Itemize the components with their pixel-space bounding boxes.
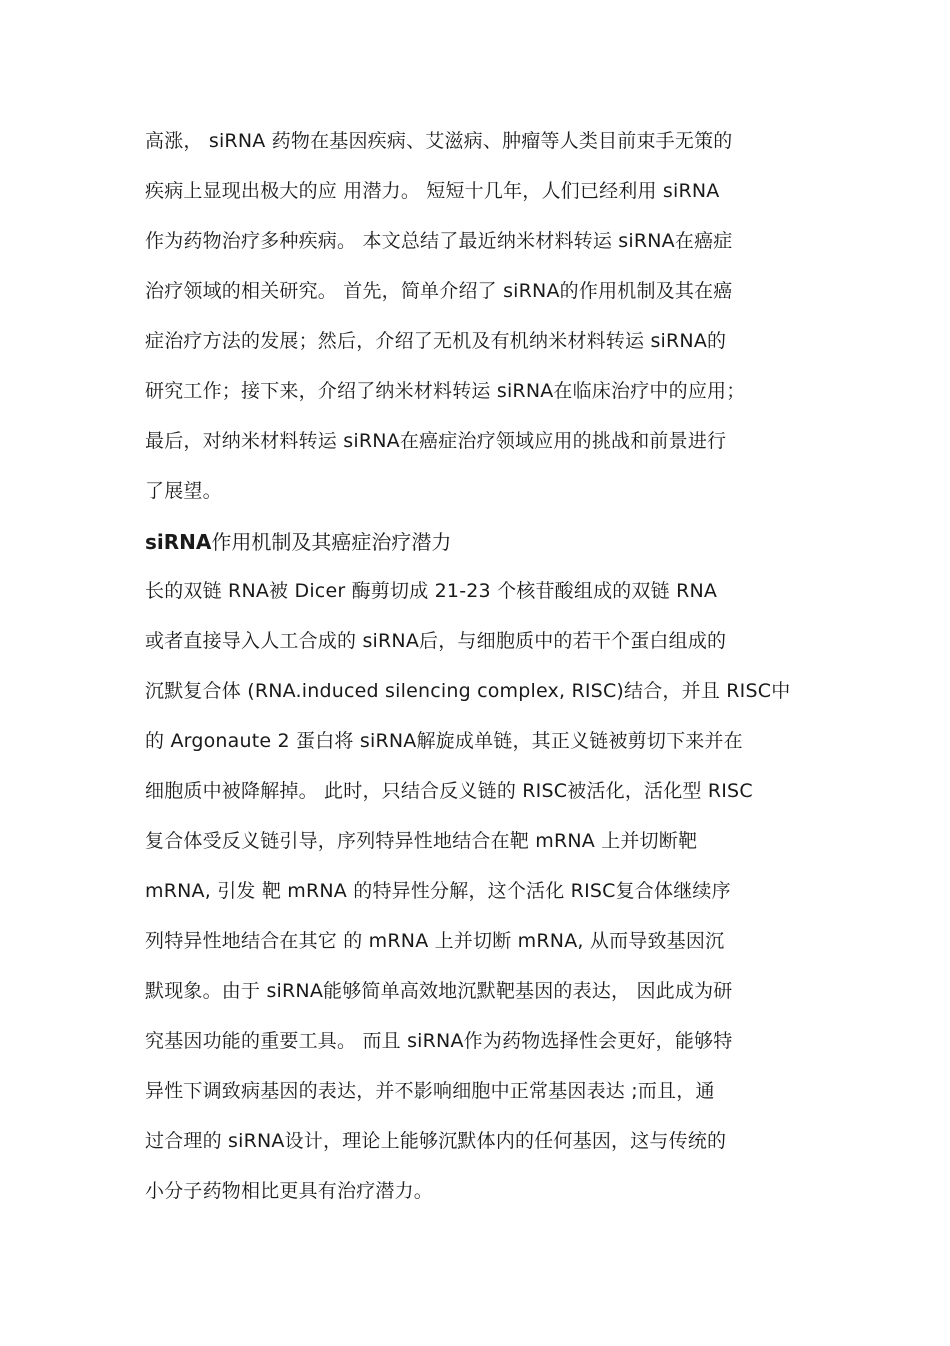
section-heading-text: 作用机制及其癌症治疗潜力 [211,530,452,554]
paragraph-2-line-4: 的 Argonaute 2 蛋白将 siRNA解旋成单链，其正义链被剪切下来并在 [145,730,743,752]
paragraph-2-line-13: 小分子药物相比更具有治疗潜力。 [145,1180,434,1202]
paragraph-1-line-8: 了展望。 [145,480,222,502]
paragraph-1-line-3: 作为药物治疗多种疾病。 本文总结了最近纳米材料转运 siRNA在癌症 [145,230,733,252]
paragraph-2-line-1: 长的双链 RNA被 Dicer 酶剪切成 21-23 个核苷酸组成的双链 RNA [145,580,718,602]
paragraph-2-line-12: 过合理的 siRNA设计，理论上能够沉默体内的任何基因，这与传统的 [145,1130,727,1152]
paragraph-1-line-4: 治疗领域的相关研究。 首先，简单介绍了 siRNA的作用机制及其在癌 [145,280,733,302]
paragraph-2-line-7: mRNA, 引发 靶 mRNA 的特异性分解，这个活化 RISC复合体继续序 [145,880,731,902]
paragraph-1-line-1: 高涨， siRNA 药物在基因疾病、艾滋病、肿瘤等人类目前束手无策的 [145,130,733,152]
section-heading [145,528,835,556]
paragraph-2-line-10: 究基因功能的重要工具。 而且 siRNA作为药物选择性会更好，能够特 [145,1030,733,1052]
paragraph-2-line-11: 异性下调致病基因的表达，并不影响细胞中正常基因表达 ;而且，通 [145,1080,715,1102]
paragraph-2-line-9: 默现象。由于 siRNA能够简单高效地沉默靶基因的表达， 因此成为研 [145,980,733,1002]
paragraph-1-line-5: 症治疗方法的发展；然后，介绍了无机及有机纳米材料转运 siRNA的 [145,330,727,352]
paragraph-1-line-6: 研究工作；接下来，介绍了纳米材料转运 siRNA在临床治疗中的应用； [145,380,746,402]
paragraph-2-line-3: 沉默复合体 (RNA.induced silencing complex, RISC)结合，并且 RISC中 [145,680,791,702]
paragraph-2-line-5: 细胞质中被降解掉。 此时，只结合反义链的 RISC被活化，活化型 RISC [145,780,753,802]
section-heading-latin: siRNA [145,530,212,554]
paragraph-1-line-7: 最后，对纳米材料转运 siRNA在癌症治疗领域应用的挑战和前景进行 [145,430,727,452]
paragraph-2-line-2: 或者直接导入人工合成的 siRNA后，与细胞质中的若干个蛋白组成的 [145,630,727,652]
paragraph-2-line-8: 列特异性地结合在其它 的 mRNA 上并切断 mRNA, 从而导致基因沉 [145,930,725,952]
paragraph-1-line-2: 疾病上显现出极大的应 用潜力。 短短十几年，人们已经利用 siRNA [145,180,720,202]
paragraph-2-line-6: 复合体受反义链引导，序列特异性地结合在靶 mRNA 上并切断靶 [145,830,698,852]
